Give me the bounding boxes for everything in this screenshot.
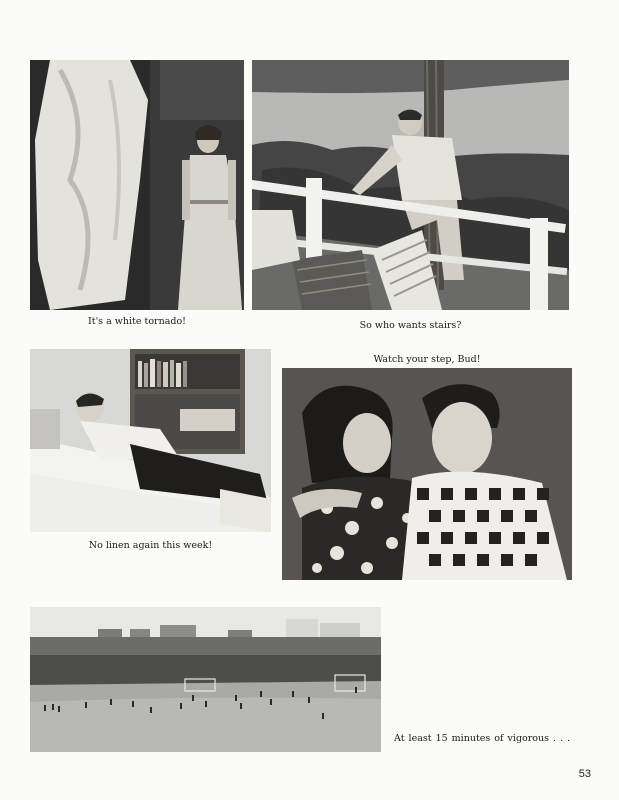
caption-stairs: So who wants stairs?: [359, 320, 462, 331]
photo-sports-field: [30, 607, 381, 752]
caption-bud: Watch your step, Bud!: [373, 354, 481, 365]
caption-linen: No linen again this week!: [88, 540, 213, 551]
photo-couple: [282, 368, 572, 580]
page-number: 53: [578, 768, 591, 780]
caption-vigorous: At least 15 minutes of vigorous . . .: [394, 733, 571, 744]
photo-fence-stairs: [252, 60, 569, 310]
photo-white-tornado: [30, 60, 244, 310]
photo-no-linen: [30, 349, 271, 532]
caption-tornado: It's a white tornado!: [88, 316, 186, 327]
